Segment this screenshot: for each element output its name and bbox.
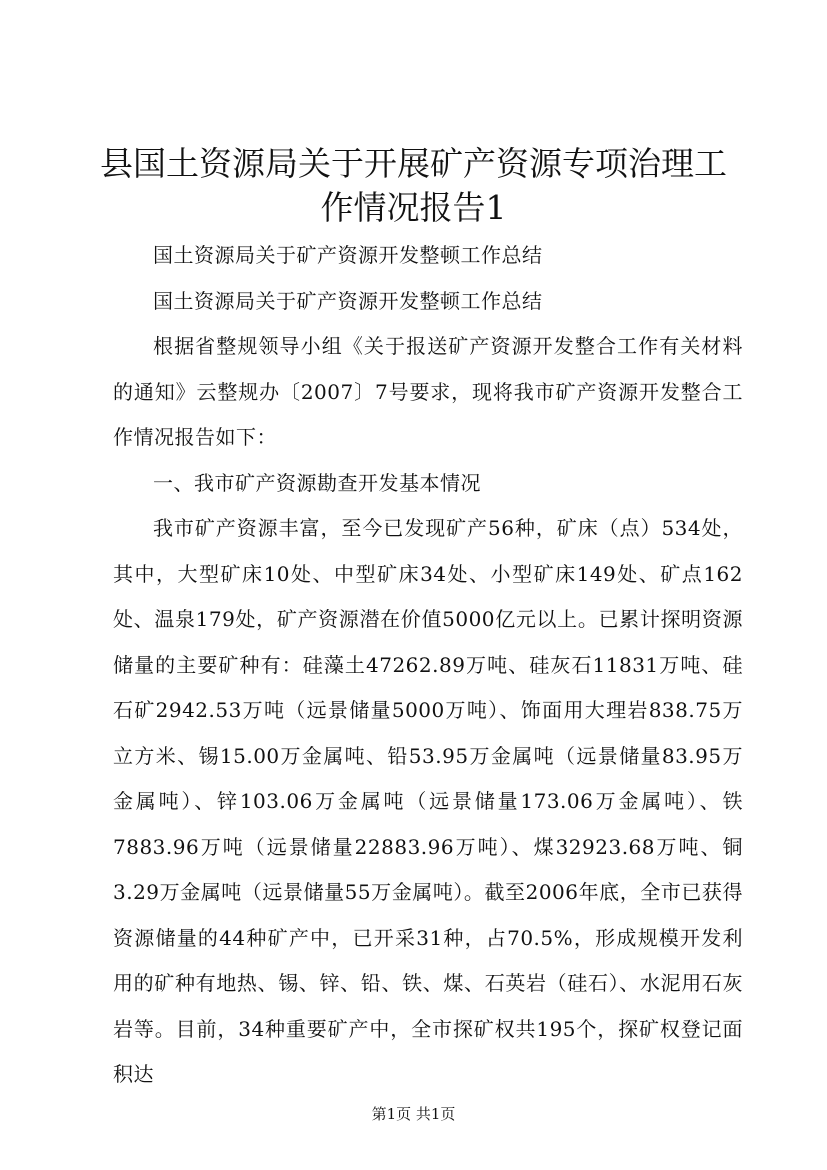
section-heading: 一、我市矿产资源勘查开发基本情况 (153, 470, 481, 495)
paragraph-subtitle-1: 国土资源局关于矿产资源开发整顿工作总结 (153, 243, 543, 267)
page-footer: 第1页 共1页 (371, 1105, 456, 1123)
paragraph-intro: 根据省整规领导小组《关于报送矿产资源开发整合工作有关材料的通知》云整规办〔2007〕7号要求，现将我市矿产资源开发整合工作情况报告如下： (113, 334, 743, 449)
document-title: 县国土资源局关于开展矿产资源专项治理工作情况报告1 (100, 144, 727, 227)
document-body (113, 233, 743, 1098)
paragraph-resources: 我市矿产资源丰富，至今已发现矿产56种，矿床（点）534处，其中，大型矿床10处、中型矿床34处、小型矿床149处、矿点162处、温泉179处，矿产资源潜在价值5000亿元以上。已累计探明资源储量的主要矿种有：硅藻土47262.89万吨、硅灰石11831万吨、硅石矿2942.53万吨（远景储量5000万吨）、饰面用大理岩838.75万立方米、锡15.00万金属吨、铅53.95万金属吨（远景储量83.95万金属吨）、锌103.06万金属吨（远景储量173.06万金属吨）、铁7883.96万吨（远景储量22883.96万吨）、煤32923.68万吨、铜3.29万金属吨（远景储量55万金属吨）。截至2006年底，全市已获得资源储量的44种矿产中，已开采31种，占70.5%，形成规模开发利用的矿种有地热、锡、锌、铅、铁、煤、石英岩（硅石）、水泥用石灰岩等。目前，34种重要矿产中，全市探矿权共195个，探矿权登记面积达 (113, 516, 743, 1086)
paragraph-subtitle-2: 国土资源局关于矿产资源开发整顿工作总结 (153, 288, 543, 313)
